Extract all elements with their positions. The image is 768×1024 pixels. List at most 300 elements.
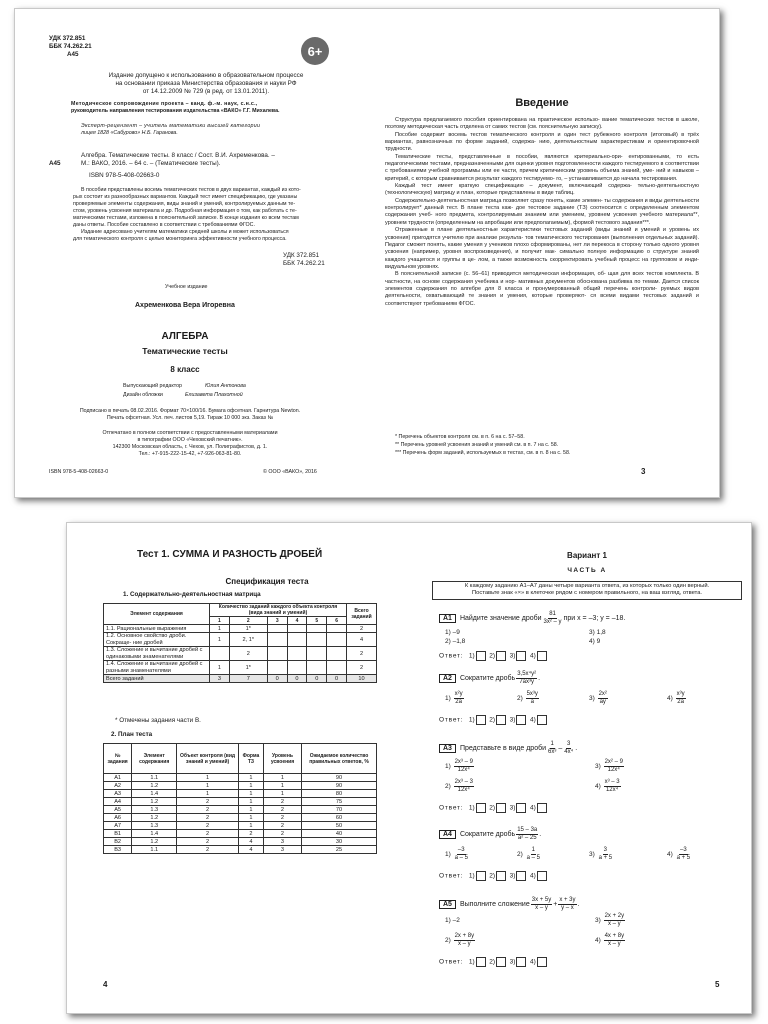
matrix-cell: 1 (210, 633, 230, 647)
answer-num: 3) (509, 652, 516, 660)
frac-num: x³ – 3 (604, 779, 620, 785)
answer-num: 3) (509, 958, 516, 966)
task-text: Выполните сложение (459, 901, 530, 908)
annotation-line-4: стом, уровень усвоения материала и др. Подробная информация о том, как работать с те- (73, 208, 297, 214)
matrix-row-label: 1.2. Основное свойство дроби. Сокраще- ние дробей (104, 633, 210, 647)
frac-num: 5x³y (526, 691, 538, 697)
annotation-line-5: матическими тестами, изложена в пояснительной записке. В конце издания ко всем тестам (73, 215, 299, 221)
isbn-bottom: ISBN 978-5-408-02663-0 (49, 469, 109, 475)
matrix-cell: 0 (267, 675, 287, 683)
catalog-code: А45 (49, 160, 61, 167)
answer-num: 1) (468, 652, 475, 660)
frac-den: 6x³ (548, 749, 557, 755)
answer-num: 1) (468, 872, 475, 880)
task-tail: . (577, 901, 580, 908)
plan-cell: 1 (263, 782, 301, 790)
option-2[interactable]: 2) $\frac{1}{a - 5}$ (517, 847, 540, 861)
answer-row-a5 (439, 957, 547, 967)
matrix-cell (267, 625, 287, 633)
task-a1 (439, 611, 625, 626)
page-number-5: 5 (715, 980, 720, 989)
plan-cell: 40 (302, 830, 377, 838)
frac-den: 7ax³y (519, 679, 535, 685)
matrix-cell (287, 661, 307, 675)
frac-num: 2x + 2y (604, 913, 625, 919)
annotation-line-8: для тематического контроля с целью мониторинга эффективности учебного процесса. (73, 236, 287, 242)
answer-checkbox[interactable] (496, 651, 506, 661)
plan-cell: 1 (238, 790, 263, 798)
bbk-bottom: ББК 74.262.21 (283, 260, 325, 267)
frac-num: 1 (531, 847, 535, 853)
plan-cell: 50 (302, 822, 377, 830)
matrix-header-knowledge: Количество заданий каждого объекта контроля (вида знаний и умений) (210, 604, 347, 617)
plan-header: Форма ТЗ (238, 744, 263, 774)
option-2[interactable]: 2) $\frac{\text{2x³ – 3}}{\text{12x⁴}}$ (445, 779, 473, 793)
option-4[interactable]: 4) 9 (589, 638, 601, 645)
matrix-col-header: 3 (267, 617, 287, 625)
table-row (104, 806, 377, 814)
plan-cell: 1 (238, 806, 263, 814)
matrix-cell: 1 (210, 661, 230, 675)
task-id: А5 (439, 900, 456, 909)
answer-label: Ответ: (439, 958, 464, 966)
table-row (104, 633, 377, 647)
plan-cell: 1.2 (132, 838, 177, 846)
option-4[interactable]: 4) $\frac{4x + 8y}{x - y}$ (595, 933, 625, 947)
option-1[interactable]: 1) $\frac{-3}{a - 5}$ (445, 847, 468, 861)
frac-den: x – y (608, 921, 621, 927)
plan-cell: 2 (177, 830, 239, 838)
matrix-col-header: 1 (210, 617, 230, 625)
plan-header: Объект контроля (вид знаний и умений) (177, 744, 239, 774)
task-a3: А3 Представьте в виде дроби $\frac{1}{\text{6x³}}$ – $\frac{3}{\text{4x⁴}}$ . (439, 741, 577, 756)
print-line-2: Печать офсетная. Усл. печ. листов 5,19. Тираж 10 000 экз. Заказ № (106, 415, 274, 421)
matrix-cell: 0 (307, 675, 327, 683)
plan-cell: 2 (177, 798, 239, 806)
answer-num: 3) (509, 716, 516, 724)
plan-cell: А7 (104, 822, 132, 830)
answer-checkbox[interactable] (496, 803, 506, 813)
matrix-cell: 2, 1* (229, 633, 267, 647)
answer-num: 4) (530, 716, 536, 724)
answer-checkbox[interactable] (516, 957, 526, 967)
frac-num: –3 (680, 847, 687, 853)
matrix-cell: 1* (229, 661, 267, 675)
frac-den: x – y (535, 905, 548, 911)
plan-cell: 2 (177, 806, 239, 814)
matrix-total: 2 (347, 647, 377, 661)
plan-cell: 1.3 (132, 806, 177, 814)
matrix-cell (267, 661, 287, 675)
answer-num: 2) (489, 652, 496, 660)
answer-checkbox[interactable] (476, 715, 486, 725)
matrix-cell (210, 647, 230, 661)
frac-den: 12x⁴ (457, 787, 470, 793)
answer-num: 2) (489, 716, 496, 724)
designer-name: Елизавета Плахотной (185, 392, 243, 398)
task-id: А1 (439, 614, 456, 623)
answer-num: 4) (530, 872, 536, 880)
method-line-1: Методическое сопровождение проекта – канд. ф.-м. наук, с.н.с., (71, 101, 258, 107)
answer-checkbox[interactable] (496, 715, 506, 725)
answer-checkbox[interactable] (516, 715, 526, 725)
editor-label: Выпускающий редактор (123, 383, 182, 389)
plan-cell: 1.2 (132, 814, 177, 822)
variant-title: Вариант 1 (567, 551, 607, 560)
answer-checkbox[interactable] (516, 871, 526, 881)
plan-cell: 1 (238, 822, 263, 830)
frac-num: –3 (457, 847, 465, 853)
designer-label: Дизайн обложки (123, 392, 163, 398)
matrix-cell: 1 (210, 625, 230, 633)
matrix-cell: 7 (229, 675, 267, 683)
matrix-cell (287, 647, 307, 661)
matrix-cell (287, 633, 307, 647)
task-text: Найдите значение дроби (459, 615, 542, 622)
answer-checkbox[interactable] (476, 871, 486, 881)
task-text: Сократите дробь (459, 831, 516, 838)
frac-num: 3,5x⁴y² (517, 671, 537, 677)
plan-cell: 3 (263, 846, 301, 854)
answer-num: 1) (468, 804, 475, 812)
frac-num: 2x² – 9 (604, 759, 623, 765)
plan-cell: В3 (104, 846, 132, 854)
matrix-cell: 1* (229, 625, 267, 633)
plan-cell: 90 (302, 782, 377, 790)
frac-num: 2x³ – 3 (454, 779, 473, 785)
plan-cell: 2 (263, 814, 301, 822)
printer-line-3: 142300 Московская область, г. Чехов, ул. Полиграфистов, д. 1. (112, 444, 268, 450)
matrix-col-header: 4 (287, 617, 307, 625)
frac-num: 3 (603, 847, 608, 853)
frac-den: a (530, 699, 534, 705)
frac-num: 2x² (598, 691, 607, 697)
answer-checkbox[interactable] (476, 957, 486, 967)
frac-den: a + 5 (598, 855, 613, 861)
table-row (104, 661, 377, 675)
frac-den: 2a (455, 699, 462, 705)
copyright: © ООО «ВАКО», 2016 (263, 469, 317, 475)
plan-title: 2. План теста (111, 731, 153, 738)
matrix-row-label: 1.1. Рациональные выражения (104, 625, 210, 633)
frac-num: x + 3y (559, 897, 576, 903)
page-number-4: 4 (103, 980, 108, 989)
matrix-col-header: 5 (307, 617, 327, 625)
option-1[interactable]: 1) $\frac{\text{x²y}}{2a}$ (445, 691, 463, 705)
option-2[interactable]: 2) $\frac{\text{5x³y}}{a}$ (517, 691, 538, 705)
task-fraction (563, 741, 574, 756)
option-4[interactable]: 4) $\frac{\text{x³ – 3}}{\text{12x⁴}}$ (595, 779, 620, 793)
table-row (104, 790, 377, 798)
plan-cell: 30 (302, 838, 377, 846)
matrix-cell (307, 647, 327, 661)
answer-num: 1) (468, 958, 475, 966)
matrix-row-label: Всего заданий (104, 675, 210, 683)
table-row (104, 814, 377, 822)
plan-cell: А4 (104, 798, 132, 806)
table-row (104, 625, 377, 633)
plan-cell: 2 (177, 838, 239, 846)
option-1[interactable]: 1) $\frac{\text{2x³ – 9}}{\text{12x⁴}}$ (445, 759, 473, 773)
table-row (104, 838, 377, 846)
plan-cell: 70 (302, 806, 377, 814)
answer-checkbox[interactable] (476, 803, 486, 813)
plan-cell: 1 (238, 814, 263, 822)
footnote-1: * Перечень объектов контроля см. в п. 6 на с. 57–58. (395, 434, 525, 440)
book-title: АЛГЕБРА (161, 331, 209, 342)
task-fraction (543, 611, 563, 626)
matrix-cell (327, 625, 347, 633)
option-1[interactable]: 1) –9 (445, 629, 460, 636)
task-fraction (531, 897, 553, 912)
plan-cell: В1 (104, 830, 132, 838)
frac-num: 3 (567, 741, 571, 747)
answer-num: 1) (468, 716, 475, 724)
plan-cell: 1.2 (132, 798, 177, 806)
instruction-line-2: Поставьте знак «×» в клеточке рядом с номером правильного, на ваш взгляд, ответа. (471, 590, 703, 597)
frac-num: 81 (549, 611, 556, 617)
plan-cell: 1 (263, 774, 301, 782)
answer-label: Ответ: (439, 804, 464, 812)
frac-den: 12x⁴ (605, 787, 619, 793)
matrix-cell (327, 633, 347, 647)
frac-num: x³y (676, 691, 685, 697)
plan-header: Уровень усвоения (263, 744, 301, 774)
plan-header: Элемент содержания (132, 744, 177, 774)
answer-checkbox[interactable] (496, 957, 506, 967)
citation-line-2: М.: ВАКО, 2016. – 64 с. – (Тематические тесты). (81, 160, 221, 167)
plan-cell: 1 (177, 790, 239, 798)
table-row (104, 798, 377, 806)
plan-cell: В2 (104, 838, 132, 846)
citation-line-1: Алгебра. Тематические тесты. 8 класс / Сост. В.И. Ахременкова. – (81, 152, 275, 159)
approval-line-2: на основании приказа Министерства образования и науки РФ (115, 80, 297, 87)
isbn: ISBN 978-5-408-02663-0 (89, 172, 160, 179)
answer-row-a4 (439, 871, 547, 881)
printer-line-4: Тел.: +7-915-222-15-42, +7-926-063-81-80. (138, 451, 242, 457)
task-fraction (516, 671, 537, 686)
task-tail: . (538, 675, 541, 682)
task-tail: . (539, 831, 542, 838)
plan-cell: А1 (104, 774, 132, 782)
option-2[interactable]: 2) –1,8 (445, 638, 466, 645)
matrix-total: 4 (347, 633, 377, 647)
frac-den: x – y (608, 941, 621, 947)
table-row (104, 675, 377, 683)
matrix-cell: 3 (210, 675, 230, 683)
answer-checkbox[interactable] (516, 651, 526, 661)
test-plan-table (103, 743, 377, 854)
task-fraction (558, 897, 576, 912)
intro-paragraph: Каждый тест имеет краткую спецификацию – документ, включающий содержа- тельно-деятельностную (технологическую) матрицу и план, которые представлены в виде таблиц. (385, 183, 699, 197)
answer-row-a1 (439, 651, 547, 661)
intro-paragraph: Пособие содержит восемь тестов тематического контроля и один тест рубежного контроля (итоговый) в трёх вариантах, равнозначных по форме заданий, содержа- нию, деятельностным характеристикам и ориентировочной трудности. (385, 131, 699, 153)
plan-cell: 1 (177, 782, 239, 790)
approval-line-1: Издание допущено к использованию в образовательном процессе (108, 72, 304, 79)
task-a4 (439, 827, 541, 842)
frac-den: 12x⁴ (457, 767, 470, 773)
matrix-cell (327, 647, 347, 661)
matrix-note: * Отмечены задания части В. (115, 717, 201, 724)
answer-checkbox[interactable] (537, 871, 547, 881)
intro-paragraph: Содержательно-деятельностная матрица позволяет сразу понять, какие элемен- ты содержания и виды деятельности контролирует* данный тест. В плане теста каж- дое тестовое задание (ТЗ) соотносится с определенным элементом содержания учеб- ного предмета, контролируемым знанием или умением, уровнем усвоения учебного материала**, уровнем трудности (определенным на апробации или предполагаемым), формой тестового задания***. (385, 197, 700, 226)
intro-paragraph: В пояснительной записке (с. 56–61) приводится методическая информация, об- щая для всех тестов комплекта. В частности, на основе содержания учебника и нор- мативных документов обоснована разбивка по темам. Дается список элементов содержания по алгебре для 8 класса и пронумерованный общий перечень контроли- руемых видов деятельности, охватывающий те знания и умения, которые проверяют- ся всеми видами тестовых заданий и соответствуют требованиям ФГОС. (385, 271, 699, 307)
plan-header: № задания (104, 744, 132, 774)
answer-num: 3) (509, 804, 516, 812)
plan-cell: 2 (177, 814, 239, 822)
spec-title: Спецификация теста (225, 577, 309, 586)
answer-checkbox[interactable] (496, 871, 506, 881)
matrix-cell (327, 661, 347, 675)
plan-cell: 25 (302, 846, 377, 854)
frac-num: 1 (550, 741, 554, 747)
plan-cell: 2 (177, 846, 239, 854)
printer-line-1: Отпечатано в полном соответствии с предоставленными материалами (102, 430, 278, 436)
frac-den: x – y (458, 941, 471, 947)
matrix-header-element: Элемент содержания (104, 604, 210, 625)
plan-cell: А5 (104, 806, 132, 814)
footnote-2: ** Перечень уровней усвоения знаний и умений см. в п. 7 на с. 58. (395, 442, 559, 448)
matrix-row-label: 1.3. Сложение и вычитание дробей с одинаковыми знаменателями (104, 647, 210, 661)
print-line-1: Подписано в печать 08.02.2016. Формат 70×100/16. Бумага офсетная. Гарнитура Newton. (79, 408, 301, 414)
answer-checkbox[interactable] (537, 651, 547, 661)
frac-den: a – 5 (454, 855, 468, 861)
answer-checkbox[interactable] (537, 803, 547, 813)
plan-cell: 2 (238, 830, 263, 838)
annotation-line-1: В пособии представлены восемь тематических тестов в двух вариантах, каждый из кото- (81, 187, 301, 193)
annotation-line-6: даны ответы. Пособие составлено в соответствии с требованиями ФГОС. (73, 222, 255, 228)
frac-num: 2x³ – 9 (454, 759, 473, 765)
answer-label: Ответ: (439, 652, 464, 660)
content-matrix-table (103, 603, 377, 683)
plan-cell: 1 (238, 798, 263, 806)
answer-checkbox[interactable] (537, 957, 547, 967)
plan-cell: 1.1 (132, 846, 177, 854)
frac-den: 3x² – y (543, 619, 562, 625)
frac-den: 4x⁴ (564, 749, 574, 755)
matrix-cell: 0 (287, 675, 307, 683)
option-2[interactable]: 2) $\frac{2x + 8y}{x - y}$ (445, 933, 475, 947)
method-line-2: руководитель направления тестирования издательства «ВАКО» Г.Г. Михалева. (71, 108, 280, 114)
plan-cell: 1.4 (132, 790, 177, 798)
answer-checkbox[interactable] (516, 803, 526, 813)
expert-line-2: лицея 1828 «Сабурово» Н.Б. Гаранова. (81, 130, 178, 136)
option-4[interactable]: 4) $\frac{-3}{a + 5}$ (667, 847, 691, 861)
plan-header: Ожидаемое количество правильных ответов, % (302, 744, 377, 774)
plan-cell: 2 (263, 830, 301, 838)
udk-bottom: УДК 372.851 (283, 252, 320, 259)
frac-num: 3x + 5y (531, 897, 552, 903)
frac-num: 4x + 8y (604, 933, 625, 939)
plan-cell: 1 (238, 782, 263, 790)
plan-cell: 1 (263, 790, 301, 798)
matrix-total: 10 (347, 675, 377, 683)
matrix-cell (307, 633, 327, 647)
task-id: А2 (439, 674, 456, 683)
matrix-col-header: 6 (327, 617, 347, 625)
part-title: ЧАСТЬ А (567, 567, 607, 574)
task-tail: . (575, 745, 578, 752)
matrix-row-label: 1.4. Сложение и вычитание дробей с разными знаменателями (104, 661, 210, 675)
frac-num: 15 – 3a (517, 827, 538, 833)
table-row (104, 774, 377, 782)
answer-row-a2 (439, 715, 547, 725)
instruction-line-1: К каждому заданию А1–А7 даны четыре варианта ответа, из которых только один верный. (464, 583, 710, 589)
matrix-cell: 2 (229, 647, 267, 661)
matrix-cell (307, 625, 327, 633)
task-fraction (516, 827, 538, 842)
matrix-cell (307, 661, 327, 675)
frac-den: y – x (561, 905, 574, 911)
book-subtitle: Тематические тесты (142, 346, 228, 356)
option-3[interactable]: 3) $\frac{3}{a + 5}$ (589, 847, 613, 861)
option-3[interactable]: 3) $\frac{2x + 2y}{x - y}$ (595, 913, 625, 927)
option-3[interactable]: 3) 1,8 (589, 629, 606, 636)
book-code: А45 (67, 51, 79, 58)
answer-checkbox[interactable] (537, 715, 547, 725)
page-number-3: 3 (641, 467, 646, 476)
plan-cell: 1 (177, 774, 239, 782)
matrix-total: 2 (347, 625, 377, 633)
option-3[interactable]: 3) $\frac{\text{2x²}}{ay}$ (589, 691, 607, 705)
test-title: Тест 1. СУММА И РАЗНОСТЬ ДРОБЕЙ (137, 549, 323, 560)
top-page-spread (14, 8, 720, 498)
annotation-line-3: проверяемые элементы содержания, виды знаний и умений, контролируемых данным те- (73, 201, 296, 207)
table-row (104, 830, 377, 838)
answer-num: 4) (530, 804, 536, 812)
annotation-line-2: рых состоит из разнообразных вариантов. Каждый тест имеет спецификацию, где указаны (73, 194, 298, 200)
intro-body (385, 117, 699, 308)
plan-cell: А3 (104, 790, 132, 798)
option-3[interactable]: 3) $\frac{\text{2x² – 9}}{\text{12x⁴}}$ (595, 759, 623, 773)
task-a2 (439, 671, 540, 686)
frac-den: ay (599, 699, 606, 705)
frac-den: 12x⁴ (607, 767, 620, 773)
edition-type: Учебное издание (165, 284, 208, 290)
plan-cell: 2 (177, 822, 239, 830)
plan-cell: 1.1 (132, 774, 177, 782)
frac-den: 2a (677, 699, 684, 705)
table-row (104, 846, 377, 854)
answer-num: 3) (509, 872, 516, 880)
editor-name: Юлия Антонова (205, 383, 246, 389)
plan-cell: 3 (263, 838, 301, 846)
frac-den: a² – 25 (517, 835, 537, 841)
plan-cell: 2 (263, 806, 301, 814)
intro-heading: Введение (515, 97, 569, 109)
answer-num: 2) (489, 958, 496, 966)
footnote-3: *** Перечень форм заданий, используемых в тестах, см. в п. 8 на с. 58. (395, 450, 571, 456)
plan-cell: 75 (302, 798, 377, 806)
task-id: А4 (439, 830, 456, 839)
printer-line-2: в типографии ООО «Чеховский печатник». (137, 437, 243, 443)
plan-cell: 2 (263, 822, 301, 830)
answer-row-a3 (439, 803, 547, 813)
age-rating-badge: 6+ (301, 37, 329, 65)
task-id: А3 (439, 744, 456, 753)
frac-num: 2x + 8y (454, 933, 475, 939)
option-4[interactable]: 4) $\frac{\text{x³y}}{2a}$ (667, 691, 685, 705)
option-1[interactable]: 1) –2 (445, 917, 460, 924)
answer-checkbox[interactable] (476, 651, 486, 661)
plan-cell: А6 (104, 814, 132, 822)
intro-paragraph: Структура предлагаемого пособия ориентирована на практическое использо- вание тематических тестов в школе, поэтому методическая часть отделена от самих тестов (см. пояснительную записку). (385, 117, 699, 131)
plan-cell: А2 (104, 782, 132, 790)
answer-num: 4) (530, 958, 536, 966)
plan-cell: 2 (263, 798, 301, 806)
plan-cell: 60 (302, 814, 377, 822)
book-grade: 8 класс (170, 365, 200, 374)
